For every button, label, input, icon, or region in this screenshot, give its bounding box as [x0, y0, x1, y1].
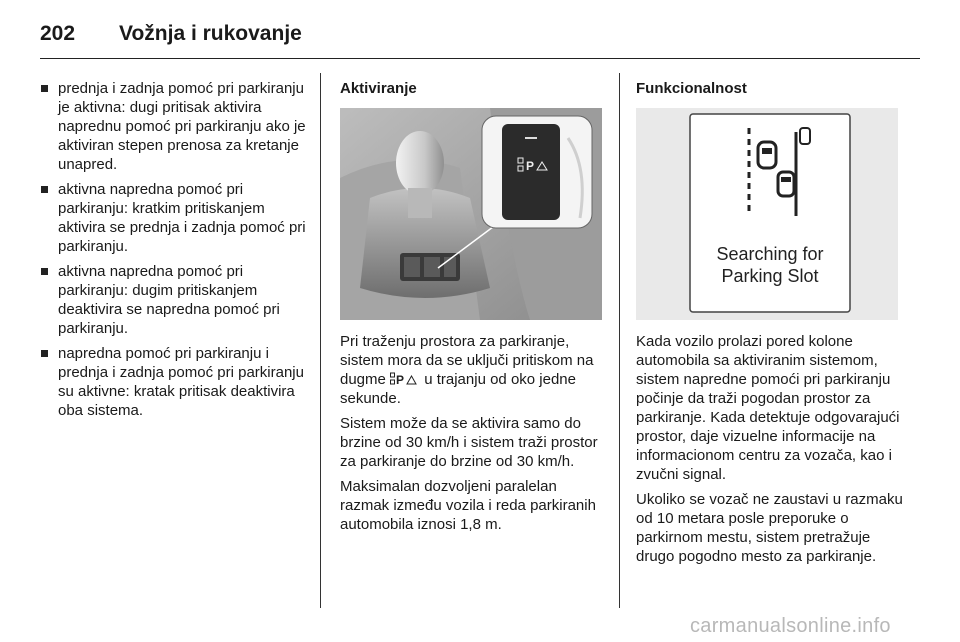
display-text-line2: Parking Slot [721, 266, 819, 286]
header-rule [40, 58, 920, 59]
column-3 [636, 79, 906, 572]
paragraph: Maksimalan dozvoljeni paralelan razmak između vozila i reda parkiranih automobila iznosi 1,8 m. [340, 478, 596, 533]
chapter-title: Vožnja i rukovanje [119, 22, 302, 45]
page-header [40, 18, 920, 58]
column-divider [619, 73, 620, 608]
section-heading-functionality: Funkcionalnost [636, 80, 747, 97]
paragraph: Ukoliko se vozač ne zaustavi u razmaku od 10 metara posle preporuke o parkirnom mestu, sistem pretražuje drugo pogodno mesto za parkiranje. [636, 491, 903, 565]
page-number: 202 [40, 22, 76, 45]
paragraph: Pri traženju prostora za parkiranje, sistem mora da se uključi pritiskom na dugme P u trajanju od oko jedne sekunde. [340, 333, 594, 407]
display-illustration [636, 108, 898, 320]
console-illustration [340, 108, 602, 320]
list-item: prednja i zadnja pomoć pri parkiranju je aktivna: dugi pritisak aktivira naprednu pomoć pri parkiranju ako je aktiviran stepen prenosa za kretanje unapred. [40, 79, 310, 174]
driver-info-display [636, 108, 896, 318]
list-item: napredna pomoć pri parkiranju i prednja i zadnja pomoć pri parkiranju su aktivne: kratak pritisak deaktivira oba sistema. [40, 344, 310, 420]
column-1 [40, 79, 310, 426]
console-photo [340, 108, 600, 318]
column-divider [320, 73, 321, 608]
display-text-line1: Searching for [716, 244, 824, 264]
section-heading-activation: Aktiviranje [340, 80, 417, 97]
parking-assist-icon [390, 372, 420, 386]
paragraph: Sistem može da se aktivira samo do brzine od 30 km/h i sistem traži prostor za parkiranje do brzine od 30 km/h. [340, 415, 598, 470]
watermark: carmanualsonline.info [690, 615, 891, 637]
bullet-list [40, 79, 310, 420]
column-2 [340, 79, 605, 540]
list-item: aktivna napredna pomoć pri parkiranju: dugim pritiskanjem deaktivira se napredna pomoć pri parkiranju. [40, 262, 310, 338]
list-item: aktivna napredna pomoć pri parkiranju: kratkim pritiskanjem aktivira se prednja i zadnja pomoć pri parkiranju. [40, 180, 310, 256]
svg-text:P: P [526, 159, 535, 173]
svg-text:P: P [396, 373, 405, 386]
paragraph: Kada vozilo prolazi pored kolone automobila sa aktiviranim sistemom, sistem napredne pomoći pri parkiranju počinje da traži pogodan prostor za parkiranje. Kada detektuje odgovarajući prostor, daje vizuelne informacije na informacionom centru za vozača, kao i zvučni signal. [636, 333, 900, 483]
